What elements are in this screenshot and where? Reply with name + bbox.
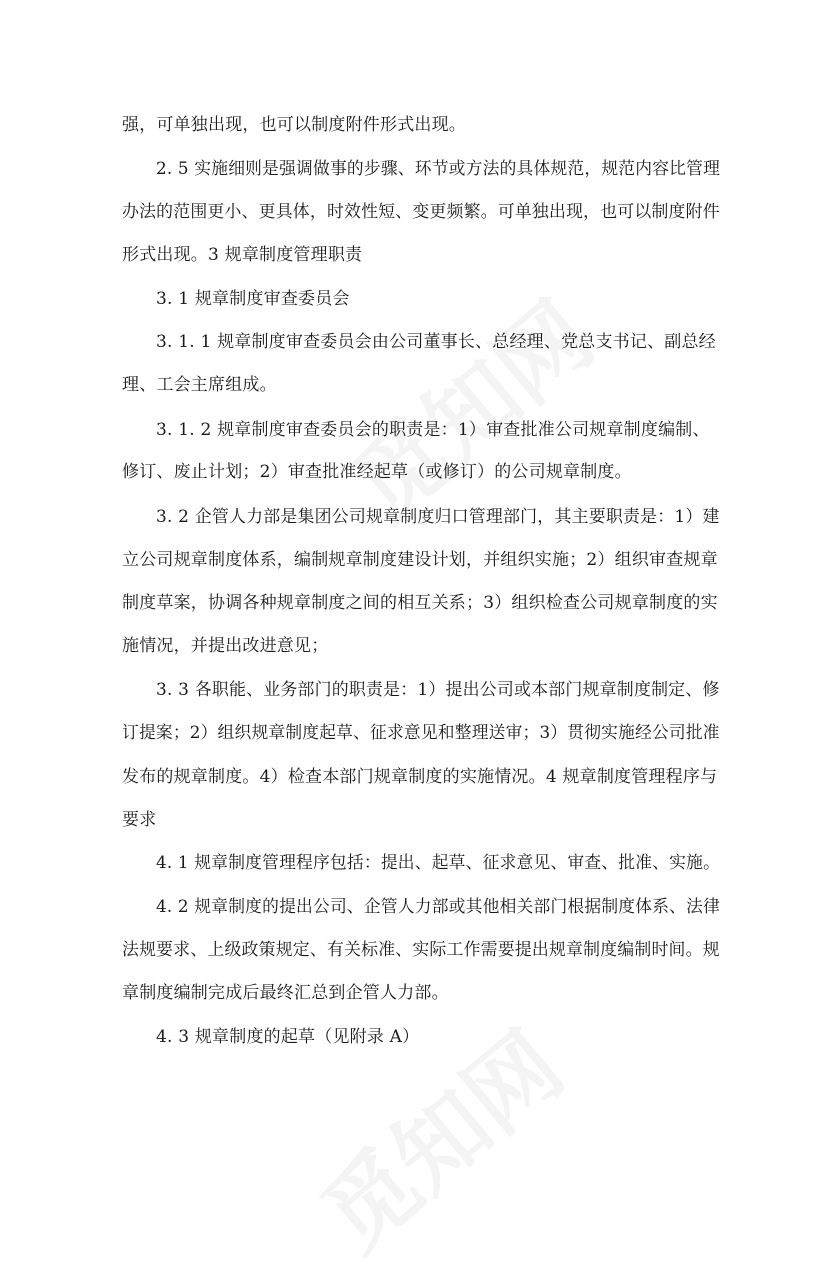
paragraph-line: 法规要求、上级政策规定、有关标准、实际工作需要提出规章制度编制时间。规 [122,940,720,960]
paragraph-line: 理、工会主席组成。 [122,375,277,395]
paragraph-line: 强，可单独出现，也可以制度附件形式出现。 [122,115,466,135]
paragraph-line: 章制度编制完成后最终汇总到企管人力部。 [122,983,449,1003]
paragraph-line: 形式出现。3 规章制度管理职责 [122,245,363,265]
paragraph-line: 要求 [122,810,157,830]
paragraph-line: 立公司规章制度体系，编制规章制度建设计划，并组织实施；2）组织审查规章 [122,550,718,570]
paragraph-line: 4. 1 规章制度管理程序包括：提出、起草、征求意见、审查、批准、实施。 [156,853,721,873]
paragraph-line: 2. 5 实施细则是强调做事的步骤、环节或方法的具体规范，规范内容比管理 [156,159,721,179]
paragraph-line: 3. 2 企管人力部是集团公司规章制度归口管理部门，其主要职责是：1）建 [156,507,720,527]
paragraph-line: 4. 2 规章制度的提出公司、企管人力部或其他相关部门根据制度体系、法律 [156,897,721,917]
paragraph-line: 订提案；2）组织规章制度起草、征求意见和整理送审；3）贯彻实施经公司批准 [122,723,720,743]
paragraph-line: 发布的规章制度。4）检查本部门规章制度的实施情况。4 规章制度管理程序与 [122,767,718,787]
paragraph-line: 制度草案，协调各种规章制度之间的相互关系；3）组织检查公司规章制度的实 [122,593,718,613]
paragraph-line: 4. 3 规章制度的起草（见附录 A） [156,1027,420,1047]
paragraph-line: 修订、废止计划；2）审查批准经起草（或修订）的公司规章制度。 [122,462,632,482]
paragraph-line: 3. 1. 1 规章制度审查委员会由公司董事长、总经理、党总支书记、副总经 [156,332,716,352]
paragraph-line: 办法的范围更小、更具体，时效性短、变更频繁。可单独出现，也可以制度附件 [122,202,720,222]
paragraph-line: 施情况，并提出改进意见； [122,636,329,656]
paragraph-line: 3. 1 规章制度审查委员会 [156,289,350,309]
watermark [320,267,616,546]
paragraph-line: 3. 1. 2 规章制度审查委员会的职责是：1）审查批准公司规章制度编制、 [156,420,710,440]
paragraph-line: 3. 3 各职能、业务部门的职责是：1）提出公司或本部门规章制度制定、修 [156,680,720,700]
